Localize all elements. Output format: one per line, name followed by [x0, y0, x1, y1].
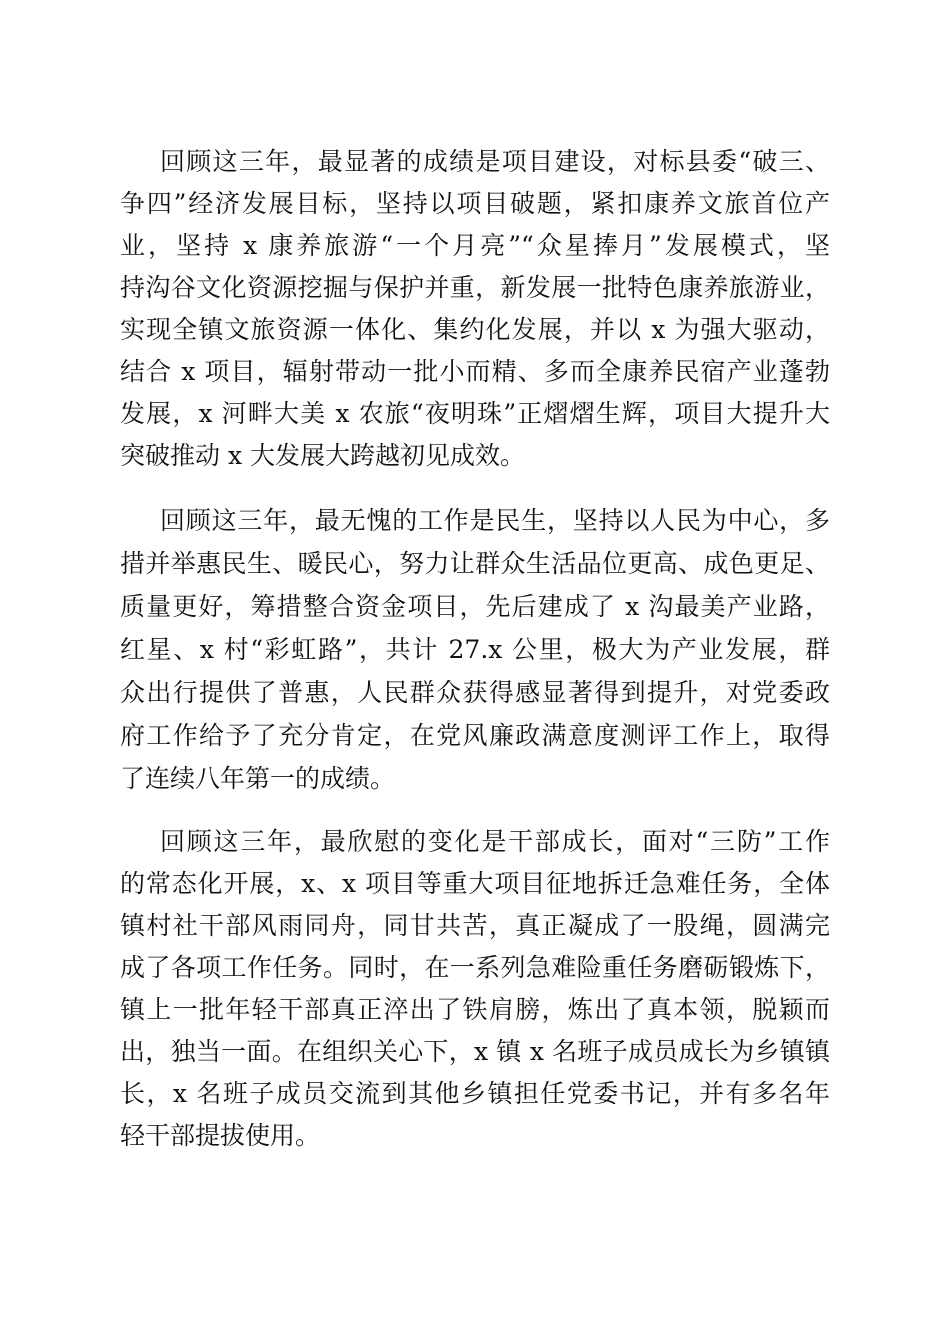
text-line: 长，x 名班子成员交流到其他乡镇担任党委书记，并有多名年 [120, 1079, 830, 1108]
text-line: 突破推动 x 大发展大跨越初见成效。 [120, 441, 525, 470]
text-line: 回顾这三年，最欣慰的变化是干部成长，面对“三防”工作 [160, 827, 830, 856]
text-line: 实现全镇文旅资源一体化、集约化发展，并以 x 为强大驱动， [120, 315, 830, 344]
text-line: 的常态化开展，x、x 项目等重大项目征地拆迁急难任务，全体 [120, 869, 830, 898]
text-line: 质量更好，筹措整合资金项目，先后建成了 x 沟最美产业路， [120, 592, 830, 621]
text-line: 众出行提供了普惠，人民群众获得感显著得到提升，对党委政 [120, 678, 830, 707]
text-line: 发展，x 河畔大美 x 农旅“夜明珠”正熠熠生辉，项目大提升大 [120, 399, 830, 428]
text-line: 持沟谷文化资源挖掘与保护并重，新发展一批特色康养旅游业， [120, 273, 830, 302]
text-line: 争四”经济发展目标，坚持以项目破题，紧扣康养文旅首位产 [120, 189, 830, 218]
text-line: 镇上一批年轻干部真正淬出了铁肩膀，炼出了真本领，脱颖而 [120, 995, 830, 1024]
text-line: 出，独当一面。在组织关心下，x 镇 x 名班子成员成长为乡镇镇 [120, 1037, 830, 1066]
text-line: 业，坚持 x 康养旅游“一个月亮”“众星捧月”发展模式，坚 [120, 231, 830, 260]
text-line: 红星、x 村“彩虹路”，共计 27.x 公里，极大为产业发展，群 [120, 635, 830, 664]
text-line: 轻干部提拔使用。 [120, 1121, 321, 1150]
text-line: 镇村社干部风雨同舟，同甘共苦，真正凝成了一股绳，圆满完 [120, 911, 830, 940]
text-line: 了连续八年第一的成绩。 [120, 764, 396, 793]
text-line: 回顾这三年，最显著的成绩是项目建设，对标县委“破三、 [160, 147, 830, 176]
text-line: 回顾这三年，最无愧的工作是民生，坚持以人民为中心，多 [160, 506, 830, 535]
text-line: 府工作给予了充分肯定，在党风廉政满意度测评工作上，取得 [120, 721, 830, 750]
text-line: 结合 x 项目，辐射带动一批小而精、多而全康养民宿产业蓬勃 [120, 357, 830, 386]
text-line: 成了各项工作任务。同时，在一系列急难险重任务磨砺锻炼下， [120, 953, 830, 982]
text-line: 措并举惠民生、暖民心，努力让群众生活品位更高、成色更足、 [120, 549, 830, 578]
